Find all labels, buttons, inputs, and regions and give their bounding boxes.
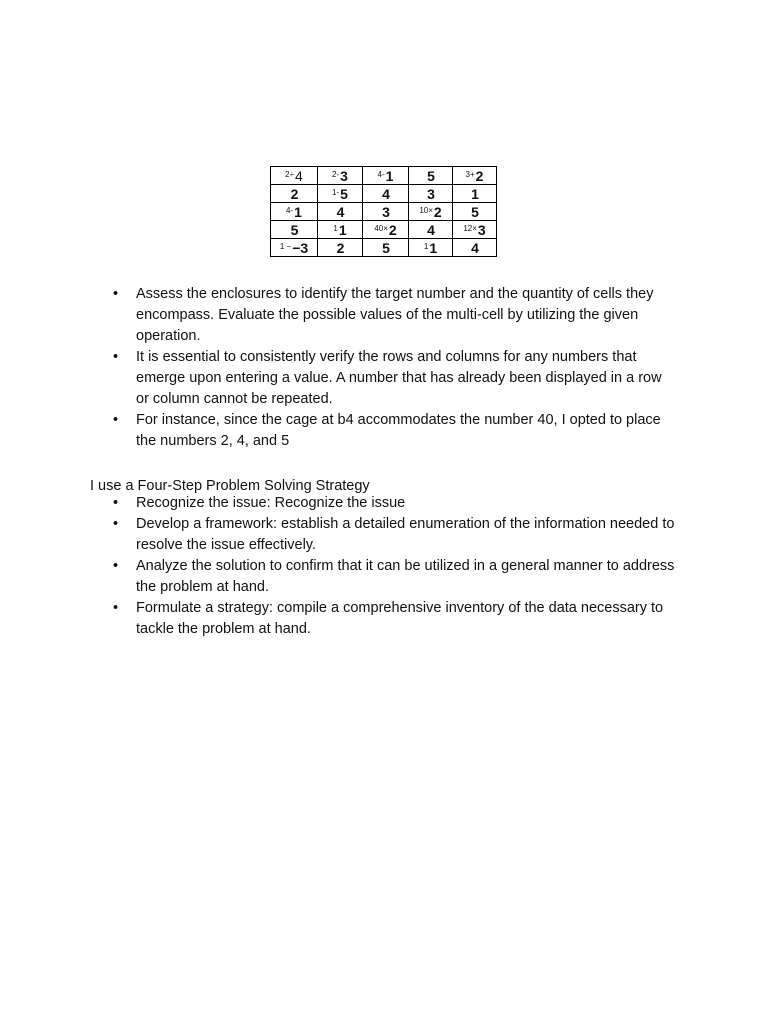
grid-cell bbox=[453, 203, 497, 221]
grid-cell bbox=[318, 167, 363, 185]
cell-value: 1 bbox=[429, 239, 438, 256]
grid-row bbox=[271, 239, 497, 257]
cell-value: 5 bbox=[340, 185, 348, 202]
cell-value: 5 bbox=[471, 203, 479, 220]
list-item: • Assess the enclosures to identify the target number and the quantity of cells they encompass. Evaluate the possible values of the multi-cell by utilizing the given operation. bbox=[0, 284, 676, 347]
list-item: • Analyze the solution to confirm that it can be utilized in a general manner to address the problem at hand. bbox=[0, 556, 676, 598]
grid-cell bbox=[318, 203, 363, 221]
grid-cell bbox=[409, 221, 453, 239]
intro-paragraph: I use a Four-Step Problem Solving Strategy bbox=[90, 477, 370, 494]
grid-cell bbox=[318, 239, 363, 257]
cage-clue: 40× bbox=[374, 223, 388, 233]
cell-value: 3 bbox=[477, 221, 486, 238]
grid-cell bbox=[363, 239, 409, 257]
cell-value: 2 bbox=[433, 203, 442, 220]
list-item: • Develop a framework: establish a detailed enumeration of the information needed to resolve the issue effectively. bbox=[0, 514, 676, 556]
kenken-puzzle-grid bbox=[270, 166, 497, 257]
grid-cell bbox=[363, 203, 409, 221]
strategy-bullet-list bbox=[0, 284, 676, 452]
list-item: • Formulate a strategy: compile a comprehensive inventory of the data necessary to tackle the problem at hand. bbox=[0, 598, 676, 640]
cell-value: 1 bbox=[294, 203, 302, 220]
cell-value: 2 bbox=[475, 167, 484, 184]
list-item: • For instance, since the cage at b4 accommodates the number 40, I opted to place the numbers 2, 4, and 5 bbox=[0, 410, 676, 452]
grid-cell bbox=[453, 185, 497, 203]
cell-value: 3 bbox=[340, 167, 348, 184]
cell-value: 4 bbox=[295, 167, 303, 184]
cell-value: −3 bbox=[292, 239, 309, 256]
grid-cell bbox=[271, 185, 318, 203]
grid-cell bbox=[409, 203, 453, 221]
grid-cell bbox=[363, 221, 409, 239]
grid-cell bbox=[271, 203, 318, 221]
grid-row bbox=[271, 185, 497, 203]
grid-cell bbox=[318, 185, 363, 203]
cage-clue: 1 bbox=[423, 241, 429, 251]
cell-value: 2 bbox=[290, 185, 299, 202]
grid-cell bbox=[363, 185, 409, 203]
cage-clue: 4- bbox=[377, 169, 385, 179]
cell-value: 2 bbox=[336, 239, 345, 256]
cell-value: 4 bbox=[336, 203, 345, 220]
cell-value: 4 bbox=[471, 239, 479, 256]
grid-cell bbox=[453, 239, 497, 257]
cage-clue: 2÷ bbox=[285, 169, 295, 179]
cell-value: 5 bbox=[427, 167, 435, 184]
cell-value: 4 bbox=[382, 185, 390, 202]
cell-value: 5 bbox=[290, 221, 299, 238]
cage-clue: 4- bbox=[286, 205, 294, 215]
cell-value: 3 bbox=[427, 185, 435, 202]
cell-value: 1 bbox=[385, 167, 394, 184]
list-item: • Recognize the issue: Recognize the issue bbox=[0, 493, 676, 514]
grid-row bbox=[271, 221, 497, 239]
grid-cell bbox=[409, 167, 453, 185]
grid-cell bbox=[271, 167, 318, 185]
cell-value: 2 bbox=[388, 221, 397, 238]
grid-cell bbox=[409, 239, 453, 257]
grid-cell bbox=[453, 167, 497, 185]
cell-value: 5 bbox=[382, 239, 390, 256]
cell-value: 3 bbox=[382, 203, 390, 220]
cell-value: 1 bbox=[471, 185, 479, 202]
grid-cell bbox=[363, 167, 409, 185]
grid-row bbox=[271, 167, 497, 185]
cage-clue: 1 bbox=[333, 223, 338, 233]
grid-cell bbox=[271, 239, 318, 257]
grid-row bbox=[271, 203, 497, 221]
grid-cell bbox=[271, 221, 318, 239]
grid-cell bbox=[409, 185, 453, 203]
list-item: • It is essential to consistently verify the rows and columns for any numbers that emerge upon entering a value. A number that has already been displayed in a row or column cannot be repeated. bbox=[0, 347, 676, 410]
grid-cell bbox=[318, 221, 363, 239]
cage-clue: 1 − bbox=[279, 241, 292, 251]
grid-cell bbox=[453, 221, 497, 239]
cell-value: 1 bbox=[338, 221, 347, 238]
cage-clue: 3+ bbox=[465, 169, 475, 179]
cage-clue: 2- bbox=[332, 169, 340, 179]
cage-clue: 1- bbox=[332, 187, 340, 197]
four-step-bullet-list bbox=[0, 493, 676, 640]
cell-value: 4 bbox=[427, 221, 435, 238]
cage-clue: 10× bbox=[419, 205, 433, 215]
cage-clue: 12× bbox=[463, 223, 477, 233]
